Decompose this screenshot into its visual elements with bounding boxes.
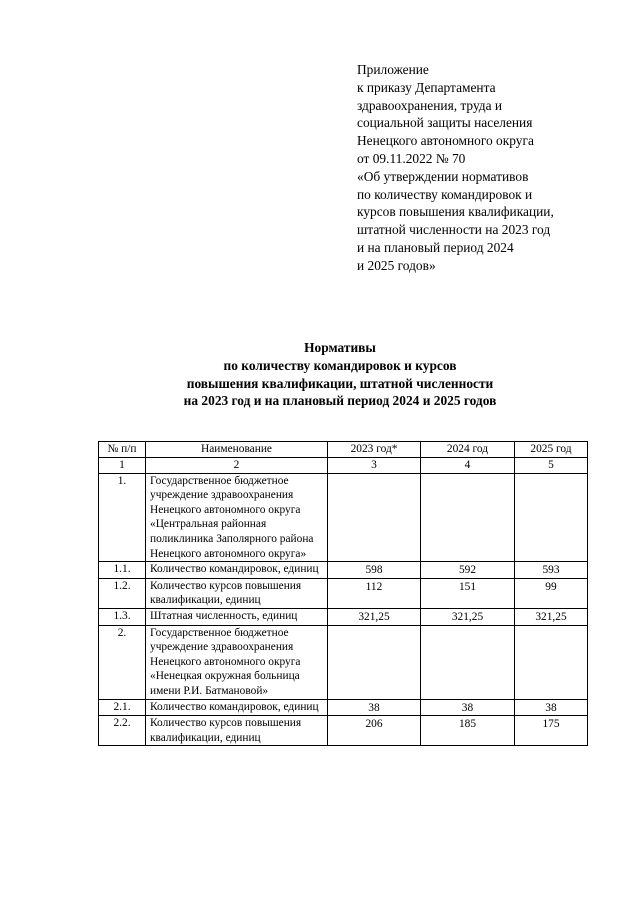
header-name: Наименование (146, 442, 328, 458)
row-number: 2.1. (99, 699, 146, 716)
value-2023: 206 (328, 716, 421, 746)
row-number: 2. (99, 625, 146, 699)
row-name: Количество курсов повышения квалификации, единиц (146, 716, 328, 746)
row-name: Количество командировок, единиц (146, 562, 328, 579)
value-2023: 112 (328, 578, 421, 608)
norms-table (98, 441, 588, 746)
table-row (99, 578, 588, 608)
appendix-line: Приложение (357, 62, 429, 77)
appendix-line: здравоохранения, труда и (357, 97, 503, 113)
row-name: Государственное бюджетное учреждение здравоохранения Ненецкого автономного округа «Центральная районная поликлиника Заполярного района Ненецкого автономного округа» (146, 473, 328, 562)
value-2024: 38 (421, 699, 515, 716)
index-cell: 5 (515, 458, 588, 474)
appendix-line: и 2025 годов» (357, 257, 436, 273)
table-row (99, 473, 588, 562)
table-row (99, 716, 588, 746)
value-2023: 598 (328, 562, 421, 579)
row-name: Количество командировок, единиц (146, 699, 328, 716)
index-cell: 3 (328, 458, 421, 474)
row-name: Количество курсов повышения квалификации, единиц (146, 578, 328, 608)
row-number: 1.1. (99, 562, 146, 579)
value-2024: 321,25 (421, 608, 515, 625)
table-index-row (99, 458, 588, 474)
appendix-line: от 09.11.2022 № 70 (357, 150, 466, 166)
appendix-line: «Об утверждении нормативов (357, 168, 529, 184)
row-number: 1.3. (99, 608, 146, 625)
title-line: повышения квалификации, штатной численности (186, 375, 494, 391)
value-2024: 592 (421, 562, 515, 579)
appendix-line: штатной численности на 2023 год (357, 222, 551, 238)
value-2024 (421, 625, 515, 699)
index-cell: 2 (146, 458, 328, 474)
value-2024: 151 (421, 578, 515, 608)
title-line: Нормативы (304, 340, 376, 355)
value-2023: 321,25 (328, 608, 421, 625)
value-2025: 99 (515, 578, 588, 608)
table-row (99, 699, 588, 716)
value-2025: 175 (515, 716, 588, 746)
appendix-line: и на плановый период 2024 (357, 239, 514, 255)
appendix-line: Ненецкого автономного округа (357, 133, 534, 149)
value-2023: 38 (328, 699, 421, 716)
index-cell: 1 (99, 458, 146, 474)
title-line: на 2023 год и на плановый период 2024 и 2025 годов (183, 393, 497, 409)
value-2023 (328, 625, 421, 699)
row-number: 2.2. (99, 716, 146, 746)
row-number: 1.2. (99, 578, 146, 608)
appendix-line: курсов повышения квалификации, (357, 204, 554, 220)
table-row (99, 625, 588, 699)
index-cell: 4 (421, 458, 515, 474)
value-2025 (515, 473, 588, 562)
table-header-row (99, 442, 588, 458)
header-2023: 2023 год* (328, 442, 421, 458)
appendix-line: по количеству командировок и (357, 186, 533, 202)
row-number: 1. (99, 473, 146, 562)
value-2025 (515, 625, 588, 699)
table-row (99, 562, 588, 579)
document-title (60, 339, 620, 410)
appendix-line: социальной защиты населения (357, 115, 533, 131)
row-name: Государственное бюджетное учреждение здравоохранения Ненецкого автономного округа «Ненецкая окружная больница имени Р.И. Батмановой» (146, 625, 328, 699)
value-2024: 185 (421, 716, 515, 746)
value-2023 (328, 473, 421, 562)
header-2024: 2024 год (421, 442, 515, 458)
value-2025: 321,25 (515, 608, 588, 625)
appendix-line: к приказу Департамента (357, 79, 496, 95)
title-line: по количеству командировок и курсов (223, 357, 457, 373)
header-2025: 2025 год (515, 442, 588, 458)
value-2025: 38 (515, 699, 588, 716)
row-name: Штатная численность, единиц (146, 608, 328, 625)
header-number: № п/п (99, 442, 146, 458)
table-row (99, 608, 588, 625)
value-2024 (421, 473, 515, 562)
value-2025: 593 (515, 562, 588, 579)
appendix-block (357, 61, 627, 275)
